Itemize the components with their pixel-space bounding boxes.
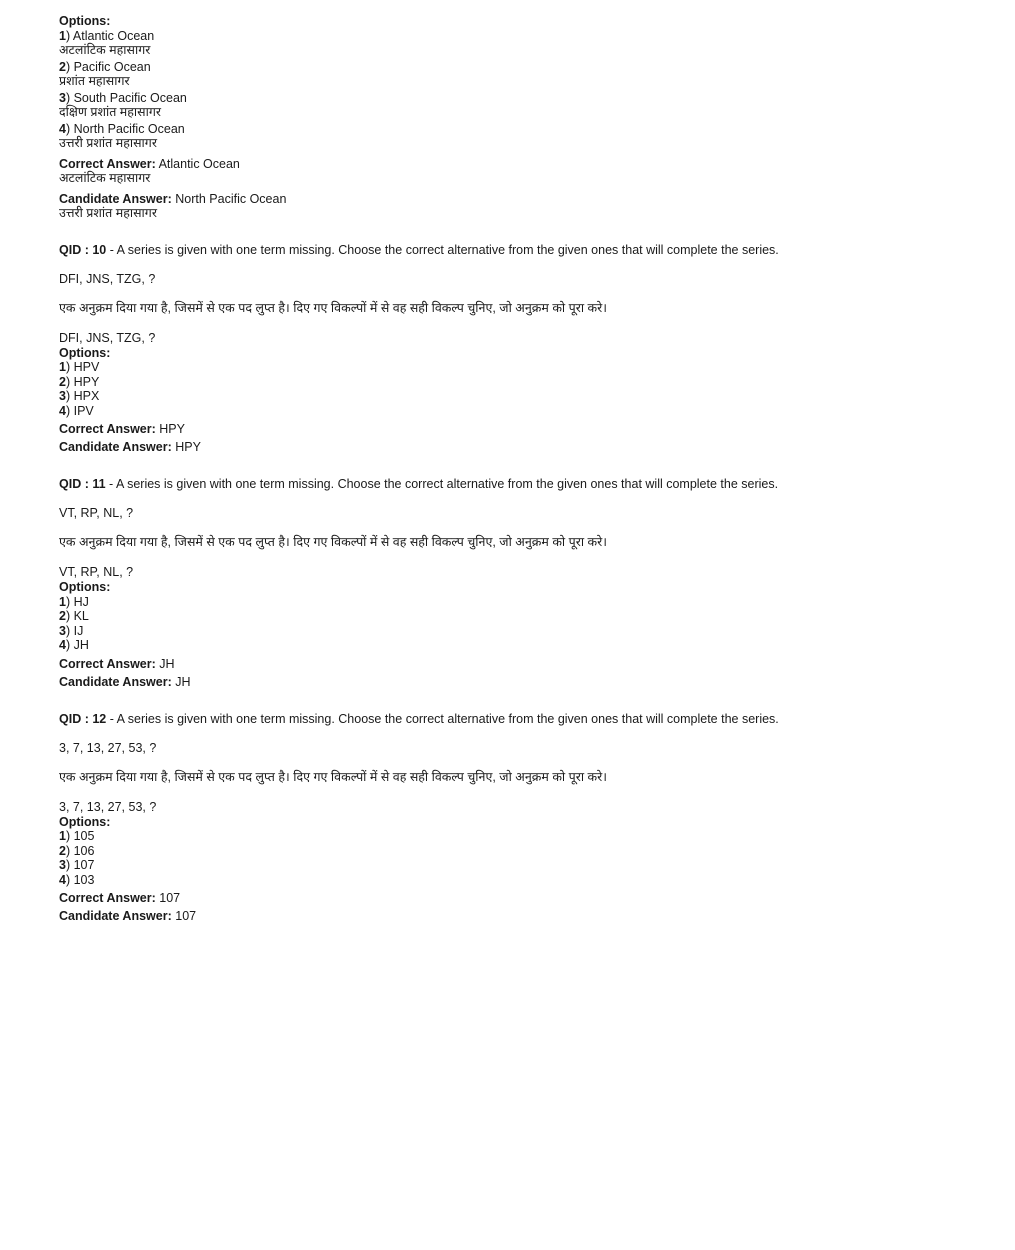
candidate-answer	[59, 907, 959, 925]
correct-answer-label: Correct Answer:	[59, 156, 156, 171]
series-text: VT, RP, NL, ?	[59, 506, 134, 520]
option-item: 4) IPV	[59, 403, 94, 418]
option-hindi: दक्षिण प्रशांत महासागर	[59, 105, 161, 119]
prev-question-block	[59, 14, 959, 221]
question-statement: - A series is given with one term missing. Choose the correct alternative from the given ones that will complete the series.	[106, 711, 779, 726]
option-text: Pacific Ocean	[73, 59, 151, 74]
correct-answer-label: Correct Answer:	[59, 891, 156, 905]
question-text	[59, 242, 959, 258]
question-block	[59, 476, 959, 691]
option-number: 1	[59, 594, 66, 609]
candidate-answer-label: Candidate Answer:	[59, 440, 172, 454]
series-text-repeat: DFI, JNS, TZG, ?	[59, 330, 156, 345]
options-label: Options:	[59, 580, 111, 594]
correct-answer-value: 107	[159, 891, 181, 905]
option-item: 2) 106	[59, 843, 95, 858]
correct-answer-label: Correct Answer:	[59, 422, 156, 436]
correct-answer-value: Atlantic Ocean	[158, 156, 240, 171]
question-statement: - A series is given with one term missing. Choose the correct alternative from the given ones that will complete the series.	[106, 242, 779, 257]
option-hindi: अटलांटिक महासागर	[59, 43, 151, 57]
option-number: 1	[59, 829, 66, 843]
series-text-repeat: 3, 7, 13, 27, 53, ?	[59, 799, 157, 814]
candidate-answer-hindi: उत्तरी प्रशांत महासागर	[59, 206, 157, 220]
option-item: 4) JH	[59, 638, 89, 652]
option-item: 1) HJ	[59, 594, 89, 609]
options-label: Options:	[59, 814, 111, 829]
candidate-answer	[59, 192, 959, 207]
option-text: JH	[73, 638, 89, 652]
candidate-answer-label: Candidate Answer:	[59, 191, 172, 206]
correct-answer	[59, 889, 959, 907]
option-item: 2) KL	[59, 609, 89, 623]
option-text: HPV	[73, 360, 100, 374]
option-text: KL	[73, 609, 89, 623]
series-text: DFI, JNS, TZG, ?	[59, 271, 156, 286]
option-number: 4	[59, 121, 66, 136]
candidate-answer-value: 107	[175, 909, 197, 923]
option-number: 3	[59, 858, 66, 872]
option-text: Atlantic Ocean	[72, 28, 155, 43]
option-number: 2	[59, 374, 66, 389]
candidate-answer-value: HPY	[175, 440, 201, 454]
hindi-question-text: एक अनुक्रम दिया गया है, जिसमें से एक पद लुप्त है। दिए गए विकल्पों में से वह सही विकल्प चुनिए, जो अनुक्रम को पूरा करे।	[59, 300, 608, 315]
document-page	[59, 14, 959, 925]
qid-label: QID : 12	[59, 711, 107, 726]
question-text	[59, 476, 959, 492]
correct-answer	[59, 157, 959, 172]
option-number: 3	[59, 90, 66, 105]
option-text: HPY	[73, 374, 100, 389]
option-text: HPX	[73, 389, 100, 403]
option-text: 107	[73, 858, 95, 872]
candidate-answer	[59, 438, 959, 456]
question-text	[59, 711, 959, 727]
option-number: 2	[59, 59, 66, 74]
option-number: 1	[59, 28, 66, 43]
correct-answer-value: JH	[159, 656, 175, 671]
option-text: IJ	[73, 623, 84, 638]
option-number: 3	[59, 389, 66, 403]
option-item: 2) HPY	[59, 374, 100, 389]
option-item: 3) South Pacific Ocean	[59, 90, 187, 105]
option-text: North Pacific Ocean	[73, 121, 185, 136]
question-block	[59, 711, 959, 926]
option-hindi: उत्तरी प्रशांत महासागर	[59, 136, 157, 150]
option-item: 3) 107	[59, 858, 95, 872]
qid-label: QID : 11	[59, 477, 106, 491]
correct-answer-value: HPY	[159, 422, 185, 436]
candidate-answer-value: North Pacific Ocean	[175, 191, 287, 206]
correct-answer-hindi: अटलांटिक महासागर	[59, 171, 151, 185]
correct-answer-label: Correct Answer:	[59, 656, 156, 671]
option-number: 4	[59, 403, 66, 418]
series-text: 3, 7, 13, 27, 53, ?	[59, 740, 157, 755]
option-text: South Pacific Ocean	[73, 90, 187, 105]
candidate-answer	[59, 673, 959, 691]
candidate-answer-value: JH	[175, 674, 191, 689]
option-text: IPV	[73, 403, 94, 418]
correct-answer	[59, 655, 959, 673]
question-statement: - A series is given with one term missing. Choose the correct alternative from the given ones that will complete the series.	[105, 477, 779, 491]
option-text: HJ	[73, 594, 89, 609]
series-text-repeat: VT, RP, NL, ?	[59, 565, 134, 579]
option-number: 3	[59, 623, 66, 638]
option-number: 4	[59, 638, 66, 652]
options-label: Options:	[59, 345, 111, 360]
option-item: 1) HPV	[59, 360, 100, 374]
candidate-answer-label: Candidate Answer:	[59, 909, 172, 923]
option-item: 2) Pacific Ocean	[59, 59, 151, 74]
option-text: 106	[73, 843, 95, 858]
option-number: 4	[59, 872, 66, 887]
option-hindi: प्रशांत महासागर	[59, 74, 130, 88]
option-item: 3) IJ	[59, 623, 84, 638]
option-text: 105	[73, 829, 95, 843]
option-text: 103	[73, 872, 95, 887]
options-label: Options:	[59, 14, 111, 28]
option-item: 4) North Pacific Ocean	[59, 121, 185, 136]
qid-label: QID : 10	[59, 242, 107, 257]
hindi-question-text: एक अनुक्रम दिया गया है, जिसमें से एक पद लुप्त है। दिए गए विकल्पों में से वह सही विकल्प चुनिए, जो अनुक्रम को पूरा करे।	[59, 535, 608, 549]
option-number: 2	[59, 609, 66, 623]
option-item: 1) Atlantic Ocean	[59, 28, 155, 43]
candidate-answer-label: Candidate Answer:	[59, 674, 172, 689]
hindi-question-text: एक अनुक्रम दिया गया है, जिसमें से एक पद लुप्त है। दिए गए विकल्पों में से वह सही विकल्प चुनिए, जो अनुक्रम को पूरा करे।	[59, 769, 608, 784]
option-item: 4) 103	[59, 872, 95, 887]
option-number: 1	[59, 360, 66, 374]
option-item: 1) 105	[59, 829, 95, 843]
option-number: 2	[59, 843, 66, 858]
question-block	[59, 242, 959, 457]
correct-answer	[59, 420, 959, 438]
option-item: 3) HPX	[59, 389, 100, 403]
